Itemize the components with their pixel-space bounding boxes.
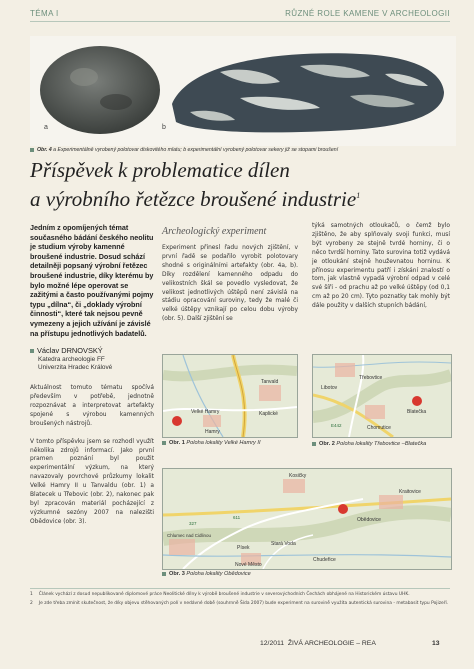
footnote-1-text: Článek vychází z dosud nepublikované diplomové práce Neolitické dílny k výrobě broušené industrie v severovýchodních Čechách obhájené na Historickém ústavu UHK. bbox=[38, 592, 410, 597]
map3-label-7: Chudeřice bbox=[313, 557, 336, 563]
map-1-graphic bbox=[163, 355, 297, 437]
map2-label-4: E442 bbox=[331, 423, 342, 428]
map-velke-hamry bbox=[162, 354, 298, 438]
fig3-marker bbox=[162, 572, 166, 576]
map3-label-3: Chlumec nad Cidlinou bbox=[167, 533, 212, 538]
title-line-2: a výrobního řetězce broušené industrie bbox=[30, 187, 357, 211]
stone-axe-image bbox=[160, 42, 452, 142]
author-first-name: Václav bbox=[37, 346, 60, 356]
footnote-1-number: 1 bbox=[30, 592, 33, 597]
footnote-2-text: Je zde třeba zmínit skutečnost, že díky objevu stěhovaných polí v nedávné době (souhrnně Šída 2007) bude experiment na surovině využita autentická surovina - metabasit typu Pojizeří. bbox=[38, 601, 449, 606]
footer-issue: 12/2011 bbox=[260, 640, 285, 647]
article-title bbox=[30, 158, 450, 212]
figure-1-caption bbox=[162, 440, 298, 446]
fig2-marker bbox=[312, 442, 316, 446]
affiliation-1: Katedra archeologie FF bbox=[38, 356, 105, 364]
footnote-rule bbox=[30, 588, 450, 589]
page-number: 13 bbox=[432, 640, 440, 647]
figure-2-caption bbox=[312, 440, 452, 448]
map1-label-3: Hamry bbox=[205, 429, 220, 435]
site-marker-2 bbox=[412, 396, 422, 406]
map-obedovice bbox=[162, 468, 452, 570]
title-footnote-ref: 1 bbox=[356, 191, 361, 200]
fig3-number: Obr. 3 bbox=[169, 571, 185, 577]
map3-label-8: 327 bbox=[189, 521, 197, 526]
caption-text: a Experimentálně vyrobený polotovar diskovitého mlatu; b experimentální vyrobený polotovar sekery již se stopami broušení bbox=[53, 147, 339, 153]
title-line-1: Příspěvek k problematice dílen bbox=[30, 158, 290, 182]
map-2-graphic bbox=[313, 355, 451, 437]
footnotes bbox=[30, 592, 450, 607]
site-marker-1 bbox=[172, 416, 182, 426]
author bbox=[30, 346, 154, 356]
fig1-number: Obr. 1 bbox=[169, 440, 185, 446]
experiment-paragraph-continued: týká samotných otloukačů, o čemž bylo zjištěno, že aby splňovaly svoji funkci, musí být vyrobeny ze stejně tvrdé horniny, či o něco tvrdší horniny. Tato surovina totiž vydává je otloukání stejně houževnatou horninu. K přínosu experimentu patří i získání znalostí o tom, jak vlastně vypadá výrobní odpad v celé své šíři - od prachu až po velké úštěpy (od 0,1 cm až po 20 cm). Tyto poznatky tak mohly být dále použity v dalších stupních bádání, bbox=[312, 223, 450, 310]
map-3-graphic bbox=[163, 469, 451, 569]
footnote-2-number: 2 bbox=[30, 601, 33, 606]
map1-label-1: Velké Hamry bbox=[191, 409, 220, 415]
caption-marker bbox=[30, 148, 34, 152]
map2-label-0: Třebovtice bbox=[359, 375, 383, 381]
map1-label-0: Tanvald bbox=[261, 379, 279, 385]
author-last-name: DRNOVSKÝ bbox=[61, 346, 103, 356]
map3-label-6: Stará Voda bbox=[271, 541, 296, 547]
map3-label-2: Obědovice bbox=[357, 517, 381, 523]
photo-caption bbox=[30, 147, 450, 154]
photo-label-a: a bbox=[44, 124, 48, 131]
footnote-2 bbox=[30, 601, 450, 607]
fig2-number: Obr. 2 bbox=[319, 441, 335, 447]
header-topic: RŮZNÉ ROLE KAMENE V ARCHEOLOGII bbox=[285, 9, 450, 18]
intro-paragraph-1: Aktuálnost tomuto tématu spočívá především v potřebě, jednotně rozpoznávat a interpretovat artefakty spojené s výrobou kamenných broušených nástrojů. bbox=[30, 385, 154, 427]
page-footer bbox=[260, 640, 376, 647]
photo-label-b: b bbox=[162, 124, 166, 131]
section-title: Archeologický experiment bbox=[162, 226, 267, 237]
fig1-marker bbox=[162, 441, 166, 445]
footer-journal: ŽIVÁ ARCHEOLOGIE – REA bbox=[287, 640, 376, 647]
header-section-label: TÉMA I bbox=[30, 9, 59, 18]
figure-3-caption bbox=[162, 571, 450, 577]
map3-label-4: Písek bbox=[237, 545, 250, 551]
author-marker bbox=[30, 349, 34, 353]
map1-label-2: Kaplické bbox=[259, 411, 278, 417]
photo-panel bbox=[30, 36, 456, 146]
abstract: Jedním z opomíjených témat současného bádání českého neolitu je studium výroby kamenné broušené industrie. Dosud schází detailněji popsaný výrobní řetězec broušené industrie, díky kterému by bylo možné lépe operovat se zažitými a často používanými pojmy typu „dílna“, či „doklady výrobní činnosti“, které tak nejsou pevně vymezeny a jejich užívání je závislé na přístupu jednotlivých badatelů. bbox=[30, 223, 154, 338]
experiment-paragraph: Experiment přinesl řadu nových zjištění, v první řadě se podařilo vyrobit polotovary shodné s originálními artefakty (obr. 4a, b). Díky rozdělení kamenného odpadu do velikostních škál se povedlo vysledovat, že velikost jednotlivých úštěpů není závislá na stádiu opracování suroviny, tedy že malé či velké úštěpy vznikají po celou dobu výroby (obr. 5). Další zjištění se bbox=[162, 245, 298, 323]
map-trebovtice bbox=[312, 354, 452, 438]
caption-number: Obr. 4 bbox=[37, 147, 52, 153]
fig1-text: Poloha lokality Velké Hamry II bbox=[186, 440, 261, 446]
fig3-text: Poloha lokality Obědovice bbox=[186, 571, 251, 577]
map3-label-0: Kosičky bbox=[289, 473, 307, 479]
fig2-text: Poloha lokality Třebovtice –Blatečka bbox=[336, 441, 427, 447]
map2-label-2: Libotov bbox=[321, 385, 338, 391]
map3-label-9: 611 bbox=[233, 515, 241, 520]
map3-label-1: Kraitovice bbox=[399, 489, 421, 495]
left-column bbox=[30, 223, 154, 527]
site-marker-3 bbox=[338, 504, 348, 514]
affiliation-2: Univerzita Hradec Králové bbox=[38, 364, 113, 372]
map2-label-3: Chomutice bbox=[367, 425, 391, 431]
map3-label-5: Nové Město bbox=[235, 562, 262, 568]
stone-disc-image bbox=[34, 42, 168, 142]
intro-paragraph-2: V tomto příspěvku jsem se rozhodl využít několika zdrojů informací. Jako první pramen poznání byl použit experimentální výzkum, na který navazovaly povrchové průzkumy lokalit Velké Hamry II u Tanvaldu (obr. 1) a Blatecek u Třebovic (obr. 2), nakonec pak byl zpracován materiál pocházející z výzkumné sezóny 2007 na nalezišti Obědovice (obr. 3). bbox=[30, 438, 154, 525]
header-rule bbox=[30, 21, 450, 22]
footnote-1 bbox=[30, 592, 450, 598]
map2-label-1: Blatečka bbox=[407, 409, 427, 415]
